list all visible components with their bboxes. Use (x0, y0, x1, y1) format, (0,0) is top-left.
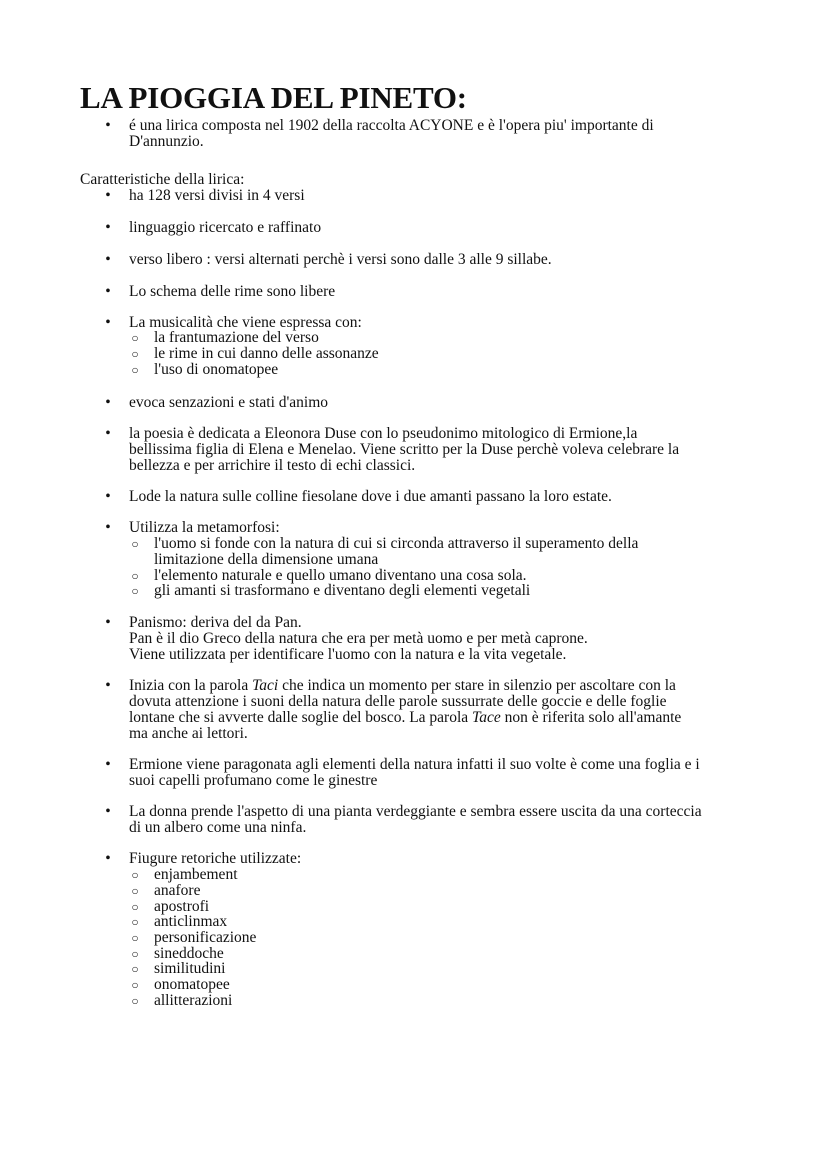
sub-list-item-text: sineddoche (154, 945, 224, 962)
sub-list-item (128, 346, 768, 362)
sub-list-item (128, 536, 768, 568)
circle-bullet-glyph: ○ (131, 978, 139, 992)
list-item-text: Ermione viene paragonata agli elementi della natura infatti il suo volte è come una foglia e i (129, 756, 700, 773)
list-item-text: di un albero come una ninfa. (129, 819, 307, 836)
list-item-text: Lode la natura sulle colline fiesolane dove i due amanti passano la loro estate. (129, 488, 612, 505)
bullet-glyph: • (105, 756, 111, 773)
bullet-glyph: • (105, 519, 111, 536)
circle-bullet-glyph: ○ (131, 569, 139, 583)
sub-list-item-text: allitterazioni (154, 992, 233, 1009)
sub-list-item (128, 993, 768, 1009)
circle-bullet-glyph: ○ (131, 900, 139, 914)
bullet-glyph: • (105, 283, 111, 300)
sub-list-item (128, 930, 768, 946)
list-item-text: bellissima figlia di Elena e Menelao. Viene scritto per la Duse perchè voleva celebrare la (129, 441, 680, 458)
sub-list-item-text: la frantumazione del verso (154, 329, 319, 346)
list-item-text: La musicalità che viene espressa con: (129, 314, 362, 331)
list-item-text: bellezza e per arrichire il testo di echi classici. (129, 457, 416, 474)
emphasis-taci: Taci (252, 677, 279, 694)
sub-list-item-text: l'uso di onomatopee (154, 361, 279, 378)
page-title: LA PIOGGIA DEL PINETO: (80, 80, 467, 115)
circle-bullet-glyph: ○ (131, 994, 139, 1008)
list-item-text: Inizia con la parola Taci che indica un momento per stare in silenzio per ascoltare con la (129, 677, 676, 694)
sub-list-item-text: similitudini (154, 960, 226, 977)
list-item-text: linguaggio ricercato e raffinato (129, 219, 322, 236)
bullet-glyph: • (105, 677, 111, 694)
sub-list-item (128, 977, 768, 993)
list-item-text: Panismo: deriva del da Pan. (129, 614, 302, 631)
list-item-text: suoi capelli profumano come le ginestre (129, 772, 378, 789)
section-heading: Caratteristiche della lirica: (80, 171, 245, 188)
sub-list-item-text: personificazione (154, 929, 257, 946)
sub-list-item (128, 583, 768, 599)
circle-bullet-glyph: ○ (131, 884, 139, 898)
list-item-text: ha 128 versi divisi in 4 versi (129, 187, 305, 204)
circle-bullet-glyph: ○ (131, 947, 139, 961)
circle-bullet-glyph: ○ (131, 363, 139, 377)
list-item-text: evoca senzazioni e stati d'animo (129, 394, 329, 411)
list-item-text: Lo schema delle rime sono libere (129, 283, 336, 300)
circle-bullet-glyph: ○ (131, 584, 139, 598)
sub-list-item-text: limitazione della dimensione umana (154, 551, 379, 568)
circle-bullet-glyph: ○ (131, 962, 139, 976)
circle-bullet-glyph: ○ (131, 931, 139, 945)
bullet-glyph: • (105, 117, 111, 134)
sub-list-item (128, 867, 768, 883)
sub-list-item-text: anticlinmax (154, 913, 228, 930)
list-item-text: lontane che si avverte dalle soglie del bosco. La parola Tace non è riferita solo all'amante (129, 709, 682, 726)
circle-bullet-glyph: ○ (131, 537, 139, 551)
bullet-glyph: • (105, 803, 111, 820)
sub-list-item-text: anafore (154, 882, 201, 899)
list-item-text: verso libero : versi alternati perchè i versi sono dalle 3 alle 9 sillabe. (129, 251, 552, 268)
bullet-glyph: • (105, 488, 111, 505)
bullet-glyph: • (105, 251, 111, 268)
list-item-text: la poesia è dedicata a Eleonora Duse con lo pseudonimo mitologico di Ermione,la (129, 425, 638, 442)
bullet-glyph: • (105, 614, 111, 631)
sub-list-item (128, 330, 768, 346)
sub-list-item (128, 362, 768, 378)
sub-list-item-text: le rime in cui danno delle assonanze (154, 345, 379, 362)
sub-list-item (128, 914, 768, 930)
bullet-glyph: • (105, 187, 111, 204)
sub-list-item-text: gli amanti si trasformano e diventano degli elementi vegetali (154, 582, 531, 599)
list-item-text: Pan è il dio Greco della natura che era per metà uomo e per metà caprone. (129, 630, 588, 647)
sub-list-item-text: apostrofi (154, 898, 210, 915)
list-item-text: Utilizza la metamorfosi: (129, 519, 280, 536)
bullet-glyph: • (105, 425, 111, 442)
sub-list-item-text: l'elemento naturale e quello umano diventano una cosa sola. (154, 567, 527, 584)
list-item-text: dovuta attenzione i suoni della natura delle parole sussurrate delle goccie e delle foglie (129, 693, 667, 710)
sub-list-item-text: onomatopee (154, 976, 230, 993)
circle-bullet-glyph: ○ (131, 331, 139, 345)
sub-list-item (128, 961, 768, 977)
circle-bullet-glyph: ○ (131, 915, 139, 929)
sub-list-item-text: l'uomo si fonde con la natura di cui si circonda attraverso il superamento della (154, 535, 639, 552)
intro-line-1: é una lirica composta nel 1902 della raccolta ACYONE e è l'opera piu' importante di (129, 117, 654, 134)
list-item-text: Fiugure retoriche utilizzate: (129, 850, 302, 867)
circle-bullet-glyph: ○ (131, 347, 139, 361)
list-item-text: La donna prende l'aspetto di una pianta verdeggiante e sembra essere uscita da una corteccia (129, 803, 702, 820)
bullet-glyph: • (105, 219, 111, 236)
bullet-glyph: • (105, 314, 111, 331)
bullet-glyph: • (105, 850, 111, 867)
circle-bullet-glyph: ○ (131, 868, 139, 882)
intro-line-2: D'annunzio. (129, 133, 204, 150)
sub-list-item-text: enjambement (154, 866, 238, 883)
emphasis-tace: Tace (472, 709, 501, 726)
bullet-glyph: • (105, 394, 111, 411)
sub-list-item (128, 883, 768, 899)
list-item-text: ma anche ai lettori. (129, 725, 248, 742)
list-item-text: Viene utilizzata per identificare l'uomo con la natura e la vita vegetale. (129, 646, 567, 663)
